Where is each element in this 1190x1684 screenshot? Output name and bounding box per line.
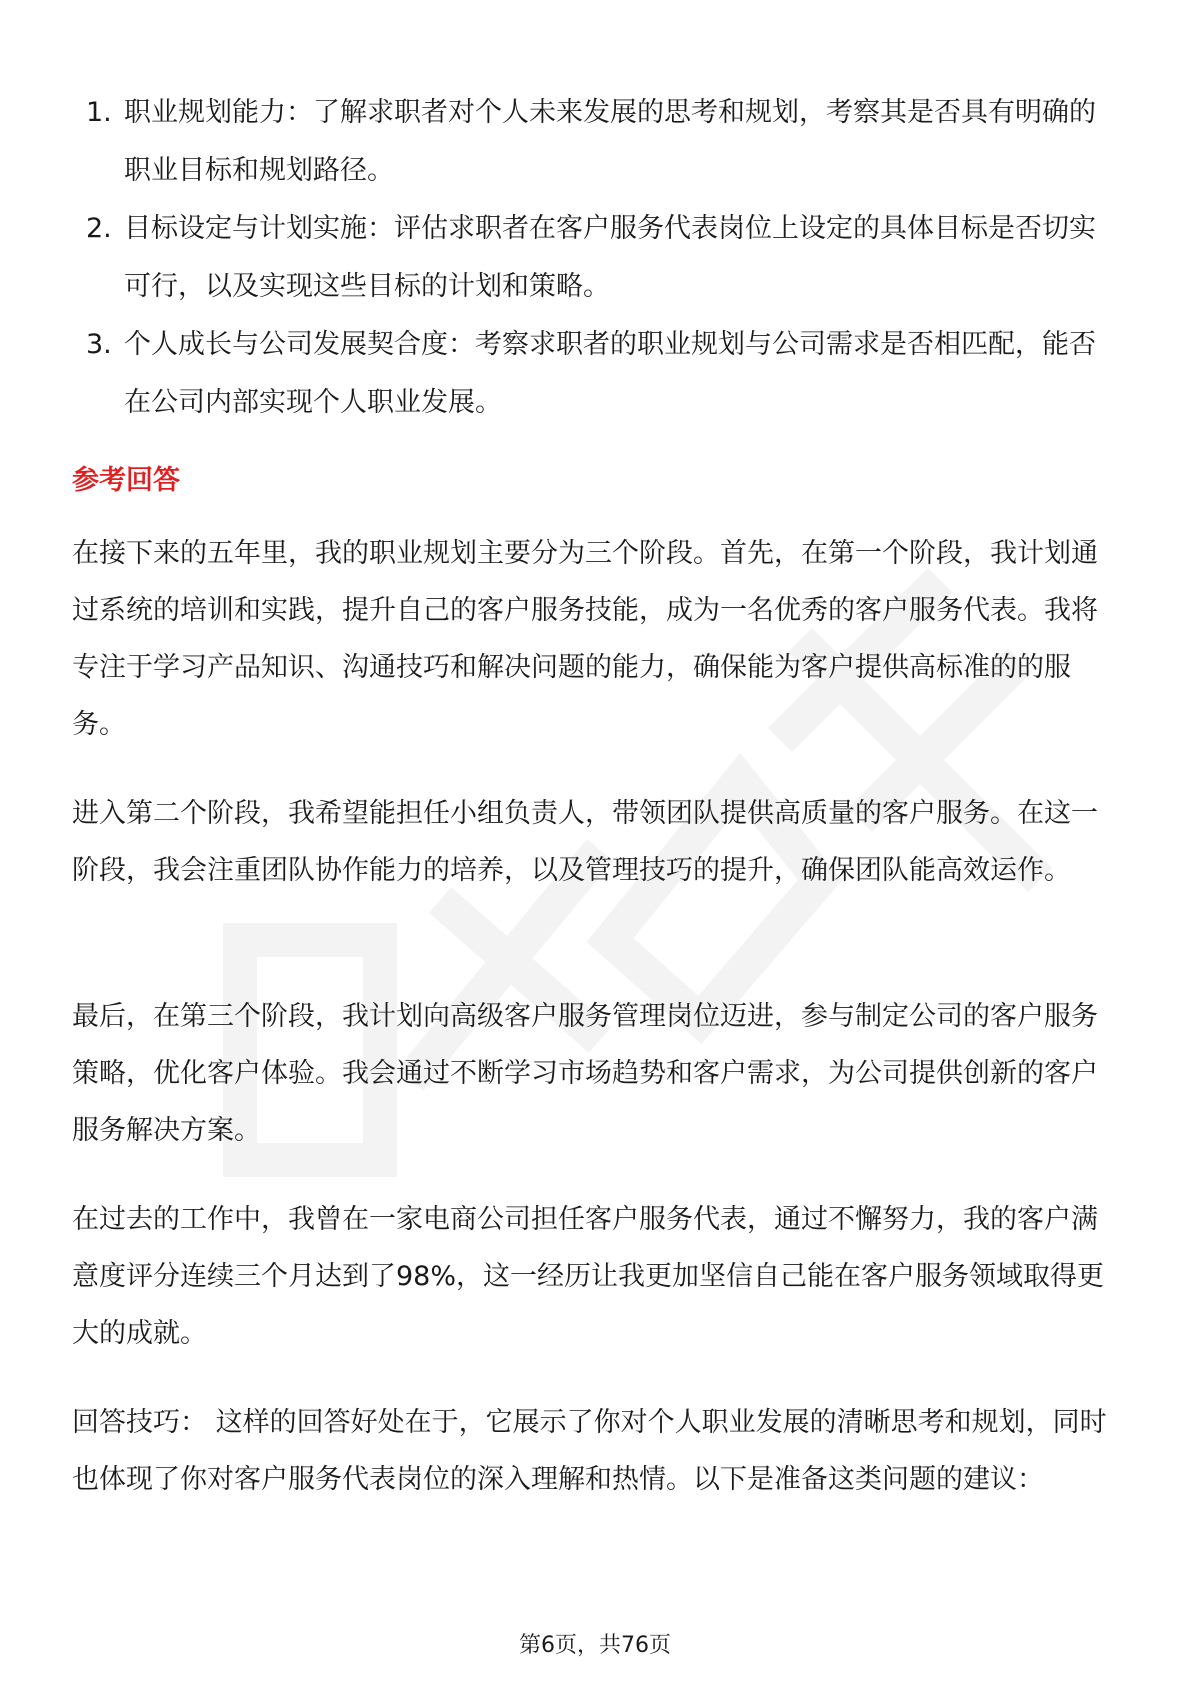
criteria-number: 1.	[86, 97, 112, 128]
criteria-text: 目标设定与计划实施：评估求职者在客户服务代表岗位上设定的具体目标是否切实可行，以及实现这些目标的计划和策略。	[124, 213, 1096, 302]
answer-paragraph: 最后，在第三个阶段，我计划向高级客户服务管理岗位迈进，参与制定公司的客户服务策略，优化客户体验。我会通过不断学习市场趋势和客户需求，为公司提供创新的客户服务解决方案。	[72, 1001, 1098, 1146]
page-number: 第6页，共76页	[519, 1633, 671, 1658]
criteria-item	[72, 200, 1112, 316]
answer-paragraph: 在过去的工作中，我曾在一家电商公司担任客户服务代表，通过不懈努力，我的客户满意度评分连续三个月达到了98%，这一经历让我更加坚信自己能在客户服务领域取得更大的成就。	[72, 1204, 1105, 1349]
criteria-item	[72, 316, 1112, 432]
criteria-number: 2.	[86, 213, 112, 244]
section-title: 参考回答	[72, 465, 180, 496]
tips-paragraph: 回答技巧： 这样的回答好处在于，它展示了你对个人职业发展的清晰思考和规划，同时也体现了你对客户服务代表岗位的深入理解和热情。以下是准备这类问题的建议：	[72, 1407, 1107, 1495]
criteria-text: 职业规划能力：了解求职者对个人未来发展的思考和规划，考察其是否具有明确的职业目标和规划路径。	[124, 97, 1096, 186]
answer-paragraph: 在接下来的五年里，我的职业规划主要分为三个阶段。首先，在第一个阶段，我计划通过系统的培训和实践，提升自己的客户服务技能，成为一名优秀的客户服务代表。我将专注于学习产品知识、沟通技巧和解决问题的能力，确保能为客户提供高标准的的服务。	[72, 538, 1098, 740]
criteria-item	[72, 84, 1112, 200]
criteria-number: 3.	[86, 329, 112, 360]
criteria-text: 个人成长与公司发展契合度：考察求职者的职业规划与公司需求是否相匹配，能否在公司内部实现个人职业发展。	[124, 329, 1096, 418]
criteria-list	[72, 84, 1112, 432]
answer-paragraph: 进入第二个阶段，我希望能担任小组负责人，带领团队提供高质量的客户服务。在这一阶段，我会注重团队协作能力的培养，以及管理技巧的提升，确保团队能高效运作。	[72, 798, 1098, 886]
